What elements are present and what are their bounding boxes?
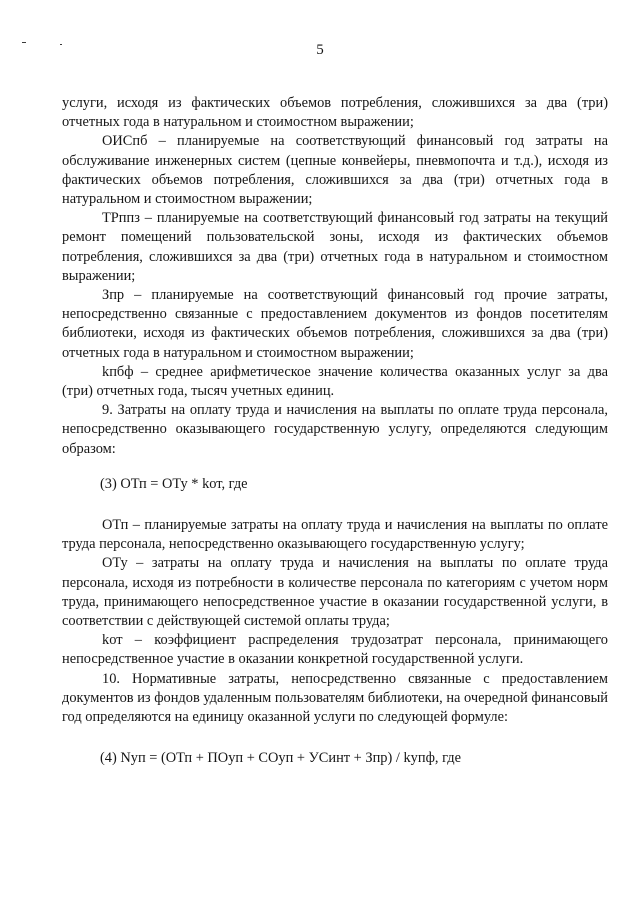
paragraph: ОТу – затраты на оплату труда и начисления на выплаты по оплате труда персонала, исходя из потребности в количестве персонала по категориям с учетом норм труда, принимающего непосредственное участие в оказании государственной услуги, в соответствии с действующей системой оплаты труда; — [62, 555, 608, 630]
paragraph: ОИСпб – планируемые на соответствующий финансовый год затраты на обслуживание инженерных систем (цепные конвейеры, пневмопочта и т.д.), исходя из фактических объемов потребления, сложившихся за два (три) отчетных года в натуральном и стоимостном выражении; — [62, 133, 608, 208]
paragraph: ТРппз – планируемые на соответствующий финансовый год затраты на текущий ремонт помещений пользовательской зоны, исходя из фактических объемов потребления, сложившихся за два (три) отчетных года в натуральном и стоимостном выражении; — [62, 210, 608, 284]
paragraph: 10. Нормативные затраты, непосредственно связанные с предоставлением документов из фондов удаленным пользователям библиотеки, на очередной финансовый год определяются на единицу оказанной услуги по следующей формуле: — [62, 670, 608, 726]
document-body — [62, 94, 608, 769]
formula: (3) ОТп = ОТу * kот, где — [100, 475, 248, 492]
formula: (4) Nуп = (ОТп + ПОуп + СОуп + УСинт + Зпр) / kупф, где — [100, 750, 461, 767]
paragraph: kот – коэффициент распределения трудозатрат персонала, принимающего непосредственное участие в оказании конкретной государственной услуги. — [62, 632, 608, 668]
paragraph: 9. Затраты на оплату труда и начисления на выплаты по оплате труда персонала, непосредственно оказывающего государственную услугу, определяются следующим образом: — [62, 402, 608, 457]
paragraph: услуги, исходя из фактических объемов потребления, сложившихся за два (три) отчетных года в натуральном и стоимостном выражении; — [62, 95, 608, 131]
page-number: 5 — [316, 42, 324, 58]
paragraph: ОТп – планируемые затраты на оплату труда и начисления на выплаты по оплате труда персонала, непосредственно оказывающего государственную услугу; — [62, 517, 608, 553]
paragraph: Зпр – планируемые на соответствующий финансовый год прочие затраты, непосредственно связанные с предоставлением документов из фондов посетителям библиотеки, исходя из фактических объемов потребления, сложившихся за два (три) отчетных года в натуральном и стоимостном выражении; — [62, 287, 608, 361]
paragraph: kпбф – среднее арифметическое значение количества оказанных услуг за два (три) отчетных года, тысяч учетных единиц. — [62, 363, 608, 400]
